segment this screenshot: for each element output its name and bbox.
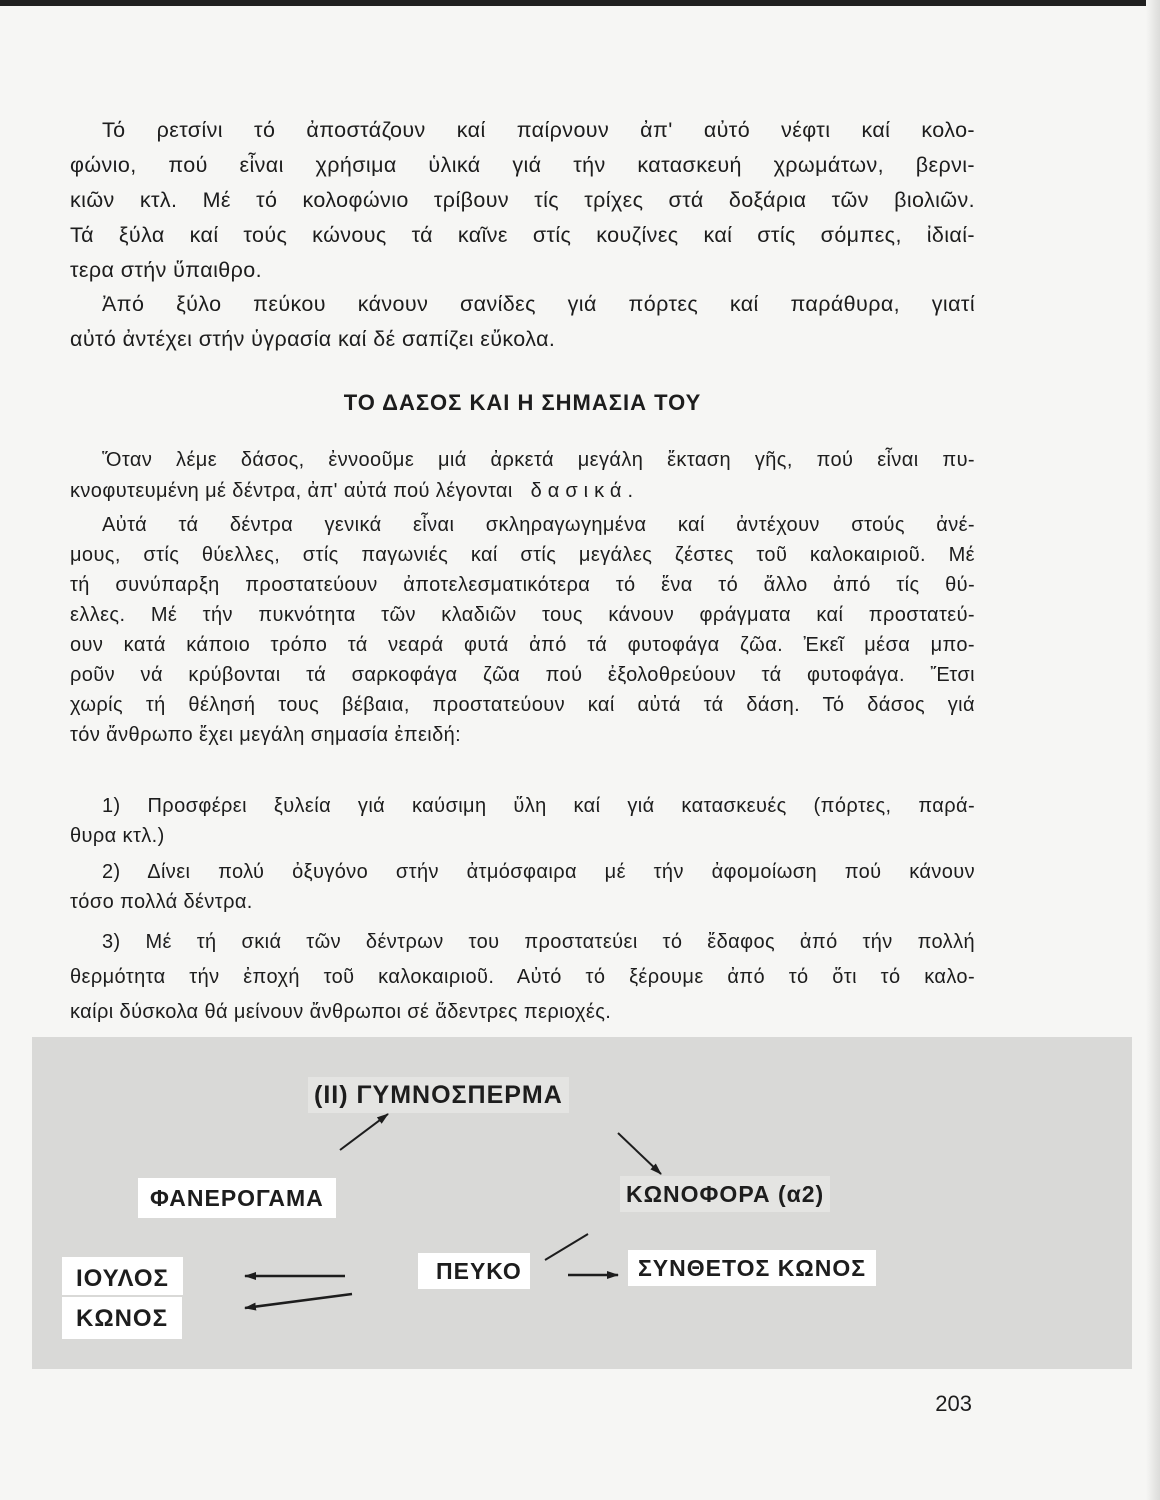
arrow-to-gymnosperma (340, 1114, 388, 1150)
text-line: μους, στίς θύελλες, στίς παγωνιές καί στίς μεγάλες ζέστες τοῦ καλοκαιριοῦ. Μέ (70, 544, 975, 566)
text-line: ελλες. Μέ τήν πυκνότητα τῶν κλαδιῶν τους κάνουν φράγματα καί προστατεύ- (70, 604, 975, 626)
text-line: Τά ξύλα καί τούς κώνους τά καῖνε στίς κουζίνες καί στίς σόμπες, ἰδιαί- (70, 223, 975, 247)
text-line: φώνιο, πού εἶναι χρήσιμα ὑλικά γιά τήν κατασκευή χρωμάτων, βερνι- (70, 153, 975, 177)
label-pefko: ΠΕΥΚΟ (418, 1253, 530, 1289)
text-line: ουν κατά κάποιο τρόπο τά νεαρά φυτά ἀπό τά φυτοφάγα ζῶα. Ἐκεῖ μέσα μπο- (70, 634, 975, 656)
emphasized-term: δασικά. (530, 480, 639, 502)
text-line: Ἀπό ξύλο πεύκου κάνουν σανίδες γιά πόρτες καί παράθυρα, γιατί (102, 292, 975, 316)
text-line: θυρα κτλ.) (70, 825, 165, 847)
text-line: καίρι δύσκολα θά μείνουν ἄνθρωποι σέ ἄδεντρες περιοχές. (70, 1001, 612, 1023)
label-ioulos: ΙΟΥΛΟΣ (62, 1257, 183, 1295)
arrow-pefko-up (545, 1234, 588, 1260)
label-konofora: ΚΩΝΟΦΟΡΑ (α2) (620, 1176, 830, 1212)
text-line: Αὐτά τά δέντρα γενικά εἶναι σκληραγωγημένα καί ἀντέχουν στούς ἀνέ- (102, 514, 975, 536)
label-konos: ΚΩΝΟΣ (62, 1297, 182, 1339)
label-gymnosperma: (II) ΓΥΜΝΟΣΠΕΡΜΑ (308, 1077, 569, 1113)
text-line: χωρίς τή θέλησή τους βέβαια, προστατεύουν καί αὐτά τά δάση. Τό δάσος γιά (70, 694, 975, 716)
label-synthetos-konos: ΣΥΝΘΕΤΟΣ ΚΩΝΟΣ (628, 1250, 876, 1286)
arrow-to-konos (245, 1294, 352, 1308)
text-line: κιῶν κτλ. Μέ τό κολοφώνιο τρίβουν τίς τρίχες στά δοξάρια τῶν βιολιῶν. (70, 188, 975, 212)
text-line: τόν ἄνθρωπο ἔχει μεγάλη σημασία ἐπειδή: (70, 724, 462, 746)
text-line: τή συνύπαρξη προστατεύουν ἀποτελεσματικότερα τό ἕνα τό ἄλλο ἀπό τίς θύ- (70, 574, 975, 596)
text-line: τόσο πολλά δέντρα. (70, 891, 253, 913)
text-line: ροῦν νά κρύβονται τά σαρκοφάγα ζῶα πού ἐξολοθρεύουν τά φυτοφάγα. Ἔτσι (70, 664, 975, 686)
text-line: 2) Δίνει πολύ ὀξυγόνο στήν ἀτμόσφαιρα μέ τήν ἀφομοίωση πού κάνουν (102, 861, 975, 883)
page-number: 203 (935, 1391, 972, 1416)
text-line: 3) Μέ τή σκιά τῶν δέντρων του προστατεύει τό ἔδαφος ἀπό τήν πολλή (102, 931, 975, 953)
arrow-to-konofora (618, 1133, 661, 1174)
text-line: τερα στήν ὕπαιθρο. (70, 258, 262, 282)
label-faneroghama: ΦΑΝΕΡΟΓΑΜΑ (138, 1178, 336, 1218)
text-line: αὐτό ἀντέχει στήν ὑγρασία καί δέ σαπίζει εὔκολα. (70, 327, 556, 351)
section-heading: ΤΟ ΔΑΣΟΣ ΚΑΙ Η ΣΗΜΑΣΙΑ ΤΟΥ (343, 390, 702, 415)
text-line: θερμότητα τήν ἐποχή τοῦ καλοκαιριοῦ. Αὐτό τό ξέρουμε ἀπό τό ὅτι τό καλο- (70, 966, 975, 988)
text-line: Τό ρετσίνι τό ἀποστάζουν καί παίρνουν ἀπ' αὐτό νέφτι καί κολο- (102, 118, 975, 142)
text-line-start: κνοφυτευμένη μέ δέντρα, ἀπ' αὐτά πού λέγονται (70, 480, 513, 502)
text-line: 1) Προσφέρει ξυλεία γιά καύσιμη ὕλη καί γιά κατασκευές (πόρτες, παρά- (102, 795, 975, 817)
text-line: Ὅταν λέμε δάσος, ἐννοοῦμε μιά ἀρκετά μεγάλη ἔκταση γῆς, πού εἶναι πυ- (102, 449, 975, 471)
